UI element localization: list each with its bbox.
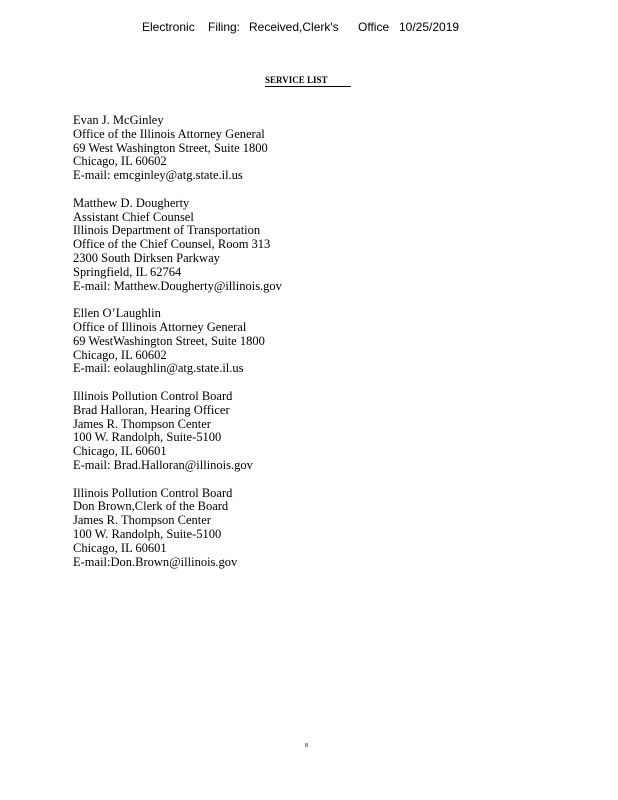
- entry-line: 100 W. Randolph, Suite-5100: [73, 430, 222, 445]
- service-entry-mcginley: [73, 114, 573, 183]
- entry-line: Don Brown,Clerk of the Board: [73, 499, 229, 514]
- service-list: [73, 114, 573, 583]
- entry-line: Illinois Pollution Control Board: [73, 485, 233, 500]
- entry-line: 69 WestWashington Street, Suite 1800: [73, 333, 265, 348]
- entry-line: 69 West Washington Street, Suite 1800: [73, 140, 268, 155]
- entry-email: E-mail: emcginley@atg.state.il.us: [73, 168, 243, 183]
- entry-line: 2300 South Dirksen Parkway: [73, 250, 220, 265]
- entry-line: Matthew D. Dougherty: [73, 195, 190, 210]
- entry-line: Office of Illinois Attorney General: [73, 319, 247, 334]
- service-entry-halloran: [73, 390, 573, 473]
- service-entry-brown: [73, 487, 573, 570]
- entry-line: Chicago, IL 60602: [73, 347, 167, 362]
- entry-line: James R. Thompson Center: [73, 416, 211, 431]
- header-filing: Filing:: [208, 20, 241, 34]
- page-number: 8: [305, 743, 308, 749]
- electronic-filing-header: [0, 20, 618, 38]
- entry-email: E-mail: Brad.Halloran@illinois.gov: [73, 457, 253, 472]
- entry-line: Chicago, IL 60601: [73, 540, 167, 555]
- entry-line: Illinois Department of Transportation: [73, 223, 261, 238]
- entry-line: James R. Thompson Center: [73, 513, 211, 528]
- header-electronic: Electronic: [142, 20, 195, 34]
- header-office: Office: [358, 20, 390, 34]
- entry-line: Chicago, IL 60601: [73, 444, 167, 459]
- entry-line: Chicago, IL 60602: [73, 154, 167, 169]
- service-entry-olaughlin: [73, 307, 573, 376]
- entry-email: E-mail:Don.Brown@illinois.gov: [73, 554, 238, 569]
- entry-line: Illinois Pollution Control Board: [73, 388, 233, 403]
- entry-line: Evan J. McGinley: [73, 113, 164, 127]
- entry-line: Ellen O’Laughlin: [73, 306, 161, 321]
- entry-line: Assistant Chief Counsel: [73, 209, 194, 224]
- page-title: SERVICE LIST: [265, 74, 351, 87]
- entry-email: E-mail: eolaughlin@atg.state.il.us: [73, 361, 244, 376]
- entry-line: Brad Halloran, Hearing Officer: [73, 402, 230, 417]
- entry-email: E-mail: Matthew.Dougherty@illinois.gov: [73, 278, 282, 293]
- entry-line: Office of the Illinois Attorney General: [73, 126, 265, 141]
- entry-line: Springfield, IL 62764: [73, 264, 182, 279]
- header-received: Received,Clerk's: [249, 20, 339, 34]
- service-entry-dougherty: [73, 197, 573, 294]
- entry-line: Office of the Chief Counsel, Room 313: [73, 237, 271, 252]
- entry-line: 100 W. Randolph, Suite-5100: [73, 526, 222, 541]
- header-date: 10/25/2019: [399, 20, 460, 34]
